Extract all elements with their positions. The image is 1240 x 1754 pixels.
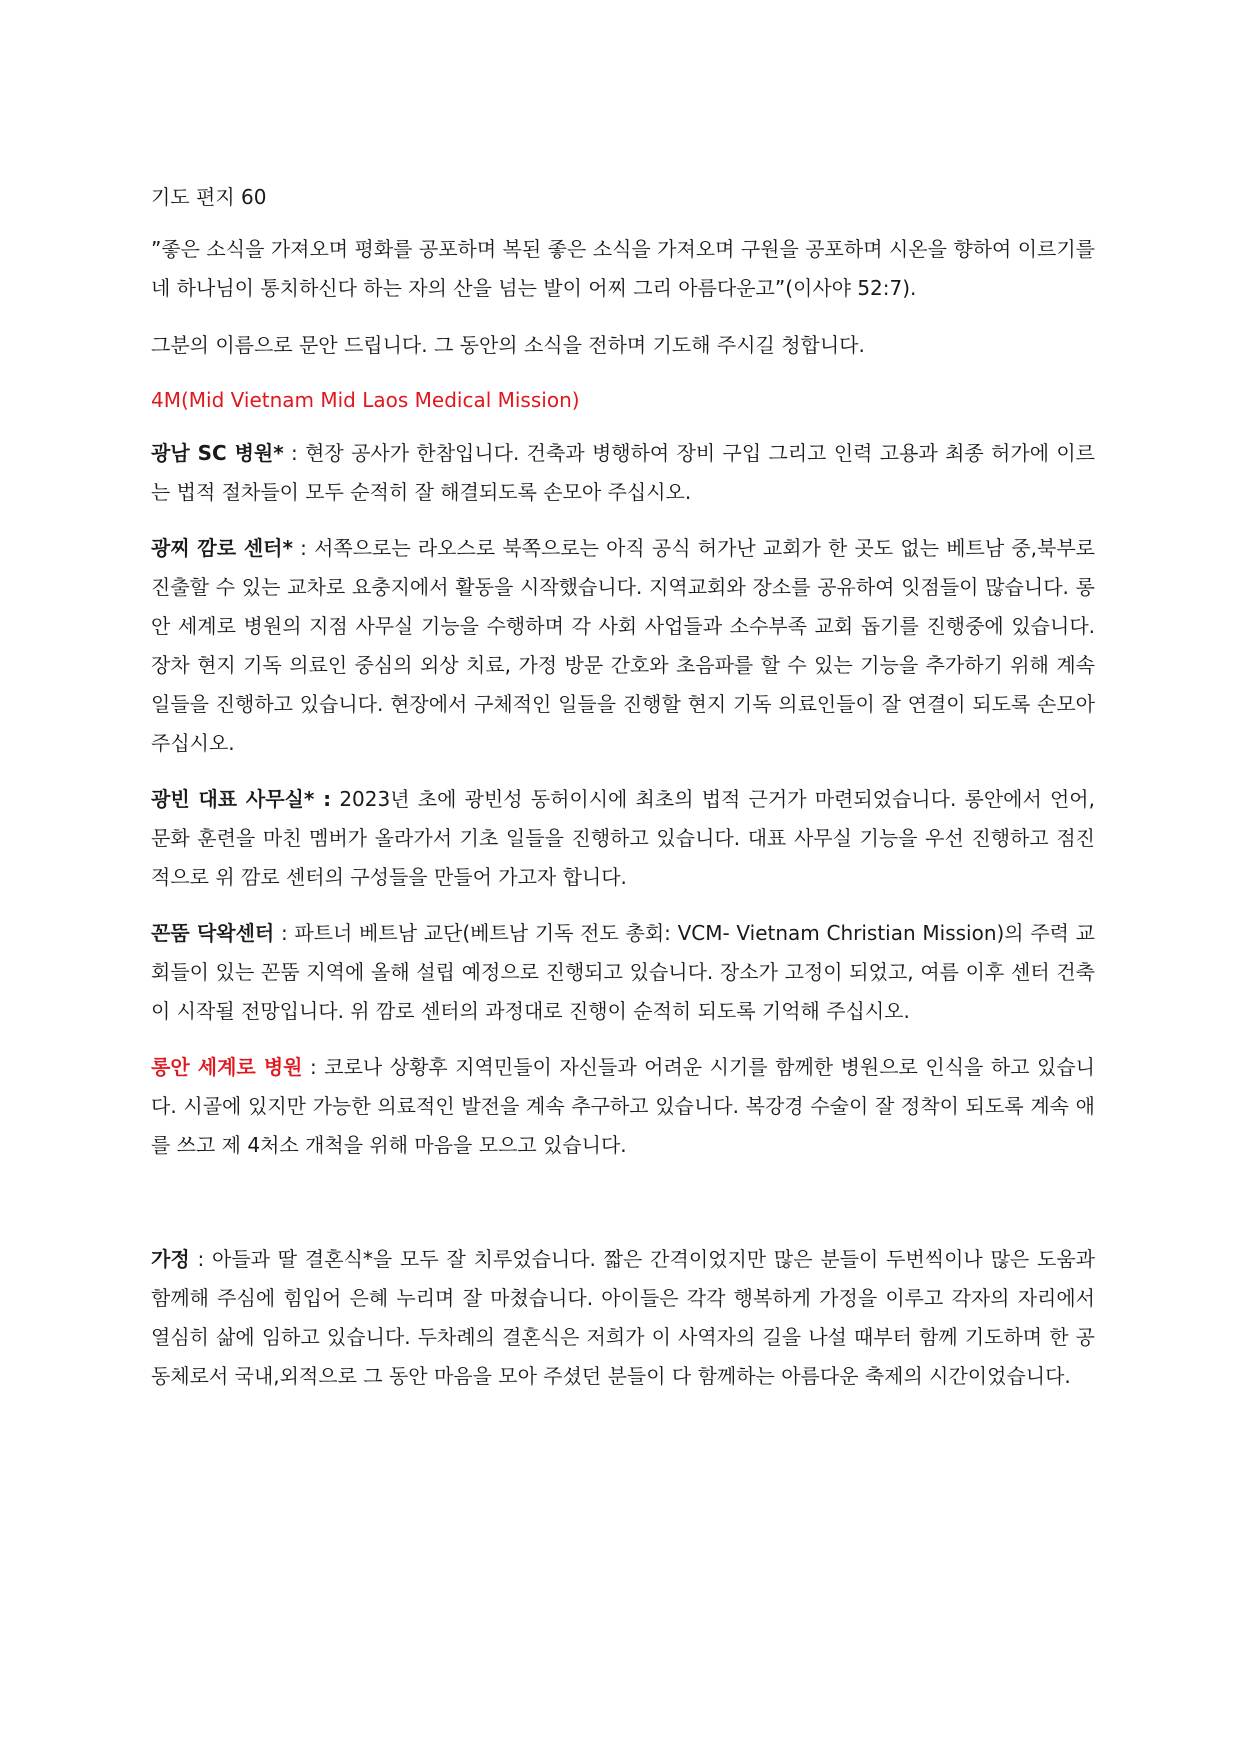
section-text: : 파트너 베트남 교단(베트남 기독 전도 총회: VCM- Vietnam Christian Mission)의 주력 교회들이 있는 꼰뚬 지역에 올해 설립 예정으로 진행되고 있습니다. 장소가 고정이 되었고, 여름 이후 센터 건축이 시작될 전망입니다. 위 깜로 센터의 과정대로 진행이 순적히 되도록 기억해 주십시오. bbox=[151, 921, 1095, 1023]
section-family bbox=[151, 1240, 1095, 1396]
section-text: : 서쪽으로는 라오스로 북쪽으로는 아직 공식 허가난 교회가 한 곳도 없는 베트남 중,북부로 진출할 수 있는 교차로 요충지에서 활동을 시작했습니다. 지역교회와 장소를 공유하여 잇점들이 많습니다. 롱안 세계로 병원의 지점 사무실 기능을 수행하며 각 사회 사업들과 소수부족 교회 돕기를 진행중에 있습니다. 장차 현지 기독 의료인 중심의 외상 치료, 가정 방문 간호와 초음파를 할 수 있는 기능을 추가하기 위해 계속 일들을 진행하고 있습니다. 현장에서 구체적인 일들을 진행할 현지 기독 의료인들이 잘 연결이 되도록 손모아 주십시오. bbox=[151, 536, 1095, 755]
section-text: : 코로나 상황후 지역민들이 자신들과 어려운 시기를 함께한 병원으로 인식을 하고 있습니다. 시골에 있지만 가능한 의료적인 발전을 계속 추구하고 있습니다. 복강경 수술이 잘 정착이 되도록 계속 애를 쓰고 제 4처소 개척을 위해 마음을 모으고 있습니다. bbox=[151, 1055, 1096, 1157]
greeting-paragraph: 그분의 이름으로 문안 드립니다. 그 동안의 소식을 전하며 기도해 주시길 청합니다. bbox=[151, 333, 865, 357]
section-label: 광남 SC 병원* bbox=[151, 441, 284, 465]
blank-gap bbox=[151, 1182, 1095, 1240]
section-text: 2023년 초에 광빈성 동허이시에 최초의 법적 근거가 마련되었습니다. 롱안에서 언어, 문화 훈련을 마친 멤버가 올라가서 기초 일들을 진행하고 있습니다. 대표 사무실 기능을 우선 진행하고 점진적으로 위 깜로 센터의 구성들을 만들어 가고자 합니다. bbox=[151, 787, 1095, 889]
section-text: : 현장 공사가 한참입니다. 건축과 병행하여 장비 구입 그리고 인력 고용과 최종 허가에 이르는 법적 절차들이 모두 순적히 잘 해결되도록 손모아 주십시오. bbox=[151, 441, 1095, 504]
section-label: 광찌 깜로 센터* bbox=[151, 536, 293, 560]
section-label: 광빈 대표 사무실* : bbox=[151, 787, 332, 811]
letter-title: 기도 편지 60 bbox=[151, 185, 267, 209]
section-label: 가정 bbox=[151, 1247, 190, 1271]
section-quangbinh-office bbox=[151, 780, 1095, 897]
section-text: : 아들과 딸 결혼식*을 모두 잘 치루었습니다. 짧은 간격이었지만 많은 분들이 두번씩이나 많은 도움과 함께해 주심에 힘입어 은혜 누리며 잘 마쳤습니다. 아이들은 각각 행복하게 가정을 이루고 각자의 자리에서 열심히 삶에 임하고 있습니다. 두차례의 결혼식은 저희가 이 사역자의 길을 나설 때부터 함께 기도하며 한 공동체로서 국내,외적으로 그 동안 마음을 모아 주셨던 분들이 다 함께하는 아름다운 축제의 시간이었습니다. bbox=[151, 1247, 1095, 1388]
scripture-verse: ”좋은 소식을 가져오며 평화를 공포하며 복된 좋은 소식을 가져오며 구원을 공포하며 시온을 향하여 이르기를 네 하나님이 통치하신다 하는 자의 산을 넘는 발이 어찌 그리 아름다운고”(이사야 52:7). bbox=[151, 237, 1095, 300]
section-kontum-center bbox=[151, 914, 1095, 1031]
section-quangnam-hospital bbox=[151, 434, 1095, 512]
organization-heading: 4M(Mid Vietnam Mid Laos Medical Mission) bbox=[151, 388, 580, 412]
letter-body bbox=[151, 178, 1095, 1413]
section-label: 롱안 세계로 병원 bbox=[151, 1055, 303, 1079]
section-longan-hospital bbox=[151, 1048, 1095, 1165]
section-quangtri-camlo-center bbox=[151, 529, 1095, 763]
section-label: 꼰뚬 닥왁센터 bbox=[151, 921, 275, 945]
